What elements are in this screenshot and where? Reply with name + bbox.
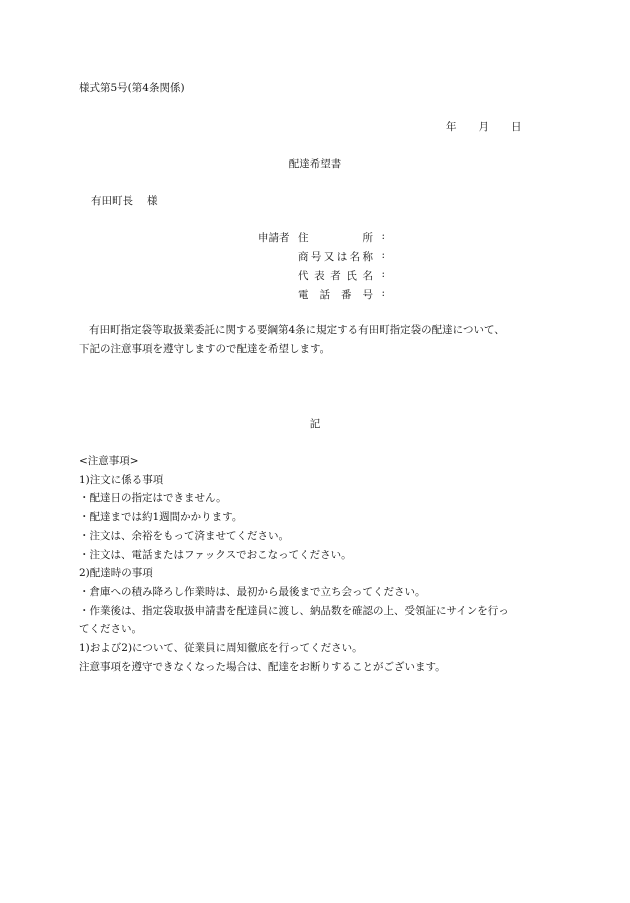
date-line xyxy=(446,119,522,134)
notes-heading: <注意事項> xyxy=(79,455,139,467)
applicant-row-representative xyxy=(258,268,385,287)
body-paragraph xyxy=(79,321,559,359)
addressee-name: 有田町長 xyxy=(91,195,133,207)
notes-section xyxy=(79,452,509,676)
addressee-honorific: 様 xyxy=(147,195,158,207)
applicant-block xyxy=(258,230,385,306)
phone-label: 電話番号 xyxy=(298,289,373,301)
applicant-row-company xyxy=(258,249,385,268)
notes-item: ・配達までは約1週間かかります。 xyxy=(79,511,243,524)
applicant-prefix: 申請者 xyxy=(258,232,290,244)
notes-item: ・作業後は、指定袋取扱申請書を配達員に渡し、納品数を確認の上、受領証にサインを行っ xyxy=(79,604,509,617)
notes-item: てください。 xyxy=(79,623,142,636)
ki-heading: 記 xyxy=(309,418,321,430)
company-colon: : xyxy=(381,249,385,261)
body-line-2: 下記の注意事項を遵守しますので配達を希望します。 xyxy=(79,343,331,355)
body-line-1: 有田町指定袋等取扱業委託に関する要綱第4条に規定する有田町指定袋の配達について、 xyxy=(89,324,505,336)
form-number: 様式第5号(第4条関係) xyxy=(79,82,185,94)
address-label: 住所 xyxy=(298,232,373,244)
address-colon: : xyxy=(381,230,385,242)
notes-item: ・倉庫への積み降ろし作業時は、最初から最後まで立ち会ってください。 xyxy=(79,585,426,598)
applicant-row-phone xyxy=(258,287,385,306)
document-title: 配達希望書 xyxy=(288,158,342,170)
date-year: 年 xyxy=(446,121,457,133)
notes-item: 注意事項を遵守できなくなった場合は、配達をお断りすることがございます。 xyxy=(79,660,446,673)
notes-item: ・配達日の指定はできません。 xyxy=(79,492,227,505)
representative-colon: : xyxy=(381,268,385,280)
notes-item: 2)配達時の事項 xyxy=(79,567,153,580)
addressee xyxy=(91,193,158,208)
notes-item: ・注文は、余裕をもって済ませてください。 xyxy=(79,529,289,542)
notes-item: ・注文は、電話またはファックスでおこなってください。 xyxy=(79,548,352,561)
notes-item: 1)および2)について、従業員に周知徹底を行ってください。 xyxy=(79,642,363,655)
company-label: 商号又は名称 xyxy=(298,251,373,263)
applicant-row-address xyxy=(258,230,385,249)
date-month: 月 xyxy=(478,121,489,133)
phone-colon: : xyxy=(381,287,385,299)
notes-item: 1)注文に係る事項 xyxy=(79,473,164,486)
date-day: 日 xyxy=(511,121,522,133)
representative-label: 代表者氏名 xyxy=(298,270,373,282)
